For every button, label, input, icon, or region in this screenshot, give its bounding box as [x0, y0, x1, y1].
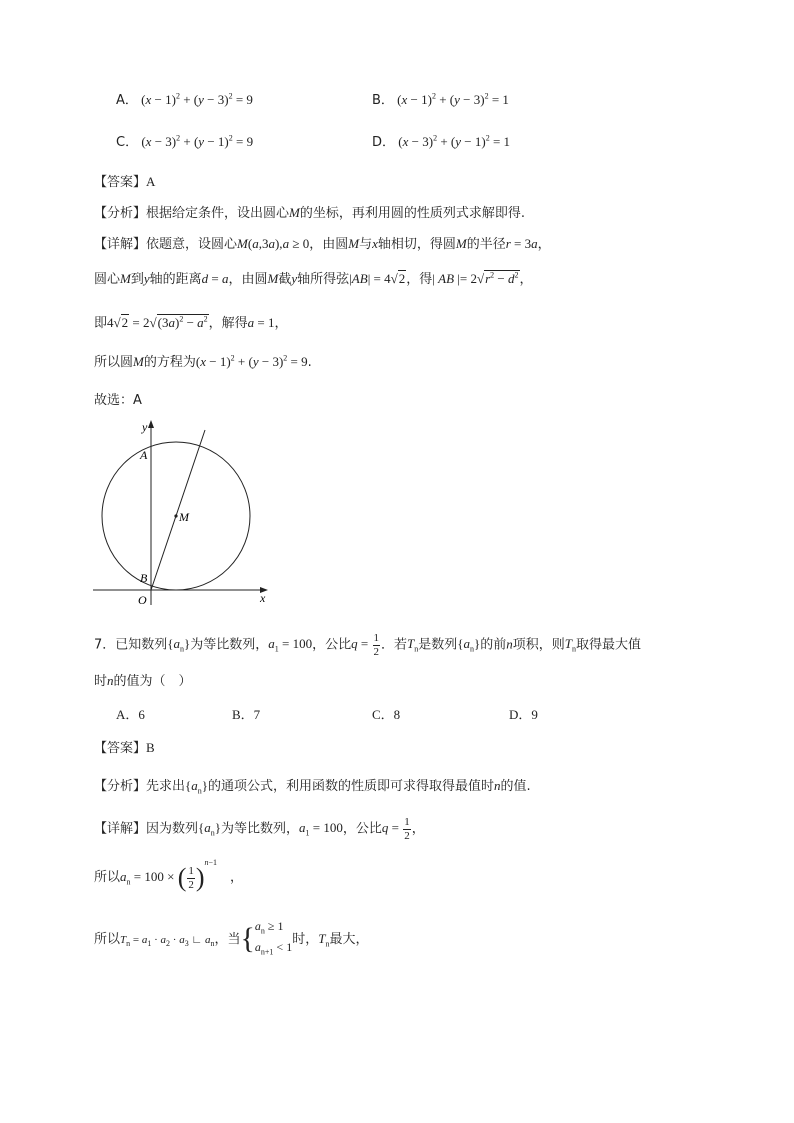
q7-detail-line-1: 【详解】因为数列$\{a_n\}$为等比数列，$a_1 = 100$，公比q = $\frac{1}{2}$ ， — [94, 816, 425, 842]
q6-detail-line-4: 所以圆M的方程为$(x - 1)^2 + (y - 3)^2 = 9$. — [94, 353, 312, 370]
label-a: A — [140, 448, 148, 462]
option-d: D． $(x - 3)^2 + (y - 1)^2 = 1$ — [372, 133, 511, 150]
q7-option-a: A．6 — [116, 707, 145, 722]
line-through-m — [151, 430, 205, 590]
label-b: B — [140, 571, 148, 585]
circle-figure — [90, 415, 275, 610]
q7-option-d: D．9 — [509, 707, 538, 722]
label-x: x — [260, 591, 266, 605]
option-c: C． $(x - 3)^2 + (y - 1)^2 = 9$ — [116, 133, 254, 150]
q6-analysis: 【分析】根据给定条件，设出圆心M的坐标，再利用圆的性质列式求解即得. — [94, 205, 526, 221]
q7-detail-line-2: 所以$a_n = 100$ × ( $\frac{1}{2}$ )$^{n-1}$ ， — [94, 858, 244, 893]
q6-choose: 故选：A — [94, 393, 142, 408]
point-m — [174, 514, 177, 517]
q6-detail-line-1: 【详解】依题意，设圆心M(a,3a),a ≥ 0，由圆M与x轴相切，得圆M的半径r = 3a， — [94, 236, 551, 252]
label-y: y — [142, 420, 148, 434]
option-a: A． $(x - 1)^2 + (y - 3)^2 = 9$ — [116, 91, 253, 108]
label-o: O — [138, 593, 147, 607]
q6-detail-line-3: 即$4√2 = 2√(3a)^2 - a^2$，解得a = 1， — [94, 314, 288, 331]
q7-stem-line-1: 7．已知数列$\{a_n\}$为等比数列，$a_1 = 100$，公比q = $\frac{1}{2}$ ．若$T_n$是数列$\{a_n\}$的前n项积，则$T_n$取得最大值 — [94, 632, 642, 658]
y-axis-arrow — [148, 420, 154, 428]
q7-option-c: C．8 — [372, 707, 401, 722]
q7-option-b: B．7 — [232, 707, 261, 722]
q7-detail-line-3: 所以$T_n = a_1 \cdot a_2 \cdot a_3$ ∟ $a_n$，当 { $a_n \ge 1$ $a_{n+1} < 1$ 时，$T_n$最大， — [94, 919, 369, 957]
q7-answer: 【答案】B — [94, 740, 155, 756]
label-m: M — [179, 510, 189, 524]
option-b: B． $(x - 1)^2 + (y - 3)^2 = 1$ — [372, 91, 509, 108]
q6-answer: 【答案】A — [94, 174, 156, 190]
q7-analysis: 【分析】先求出$\{a_n\}$的通项公式，利用函数的性质即可求得取得最值时n的值. — [94, 778, 531, 796]
q6-detail-line-2: 圆心M到y轴的距离d = a，由圆M截y轴所得弦|AB| = 4√2，得| AB |= $2√r^2 - d^2$， — [94, 270, 533, 287]
q7-stem-line-2: 时n的值为（ ） — [94, 673, 192, 689]
